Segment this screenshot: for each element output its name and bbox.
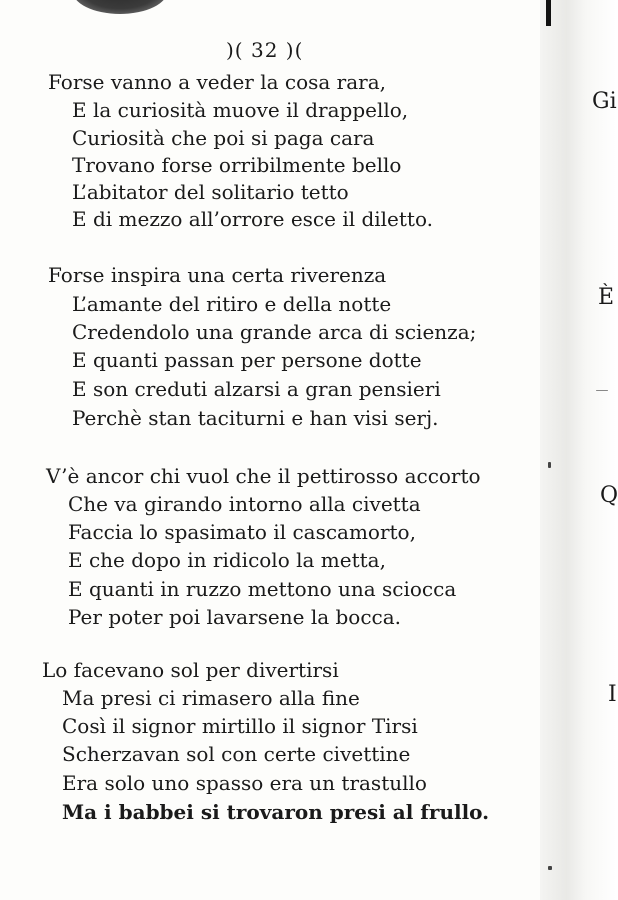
ink-speck	[596, 390, 608, 391]
ink-speck	[548, 866, 552, 870]
verse-line: E di mezzo all’orrore esce il diletto.	[72, 207, 434, 231]
verse-line: Ma i babbei si trovaron presi al frullo.	[62, 800, 490, 824]
facing-page-letter: Q	[600, 483, 618, 508]
verse-line: Lo facevano sol per divertirsi	[42, 658, 339, 682]
verse-line: V’è ancor chi vuol che il pettirosso accorto	[46, 464, 481, 488]
verse-line: E quanti passan per persone dotte	[72, 348, 422, 372]
facing-page-letter: I	[608, 682, 617, 707]
verse-line: E la curiosità muove il drappello,	[72, 98, 409, 122]
verse-line: Forse vanno a veder la cosa rara,	[48, 70, 386, 94]
verse-line: E son creduti alzarsi a gran pensieri	[72, 377, 441, 401]
verse-line: E che dopo in ridicolo la metta,	[68, 548, 386, 572]
ink-speck	[548, 462, 551, 468]
page-number: )( 32 )(	[226, 38, 304, 62]
verse-line: Credendolo una grande arca di scienza;	[72, 320, 477, 344]
verse-line: Curiosità che poi si paga cara	[72, 126, 375, 150]
verse-line: Era solo uno spasso era un trastullo	[62, 771, 427, 795]
facing-page-edge	[540, 0, 616, 900]
binding-mark	[546, 0, 551, 26]
verse-line: L’abitator del solitario tetto	[72, 180, 349, 204]
verse-line: Scherzavan sol con certe civettine	[62, 742, 411, 766]
verse-line: E quanti in ruzzo mettono una sciocca	[68, 577, 457, 601]
verse-line: Ma presi ci rimasero alla fine	[62, 686, 360, 710]
verse-line: Faccia lo spasimato il cascamorto,	[68, 520, 416, 544]
verse-line: Così il signor mirtillo il signor Tirsi	[62, 714, 418, 738]
verse-line: Per poter poi lavarsene la bocca.	[68, 605, 402, 629]
verse-line: Trovano forse orribilmente bello	[72, 153, 402, 177]
verse-line: L’amante del ritiro e della notte	[72, 292, 392, 316]
ink-blot	[72, 0, 168, 14]
verse-line: Perchè stan taciturni e han visi serj.	[72, 406, 439, 430]
facing-page-letter: Gi	[592, 89, 617, 114]
facing-page-letter: È	[598, 285, 615, 310]
verse-line: Forse inspira una certa riverenza	[48, 263, 387, 287]
verse-line: Che va girando intorno alla civetta	[68, 492, 421, 516]
